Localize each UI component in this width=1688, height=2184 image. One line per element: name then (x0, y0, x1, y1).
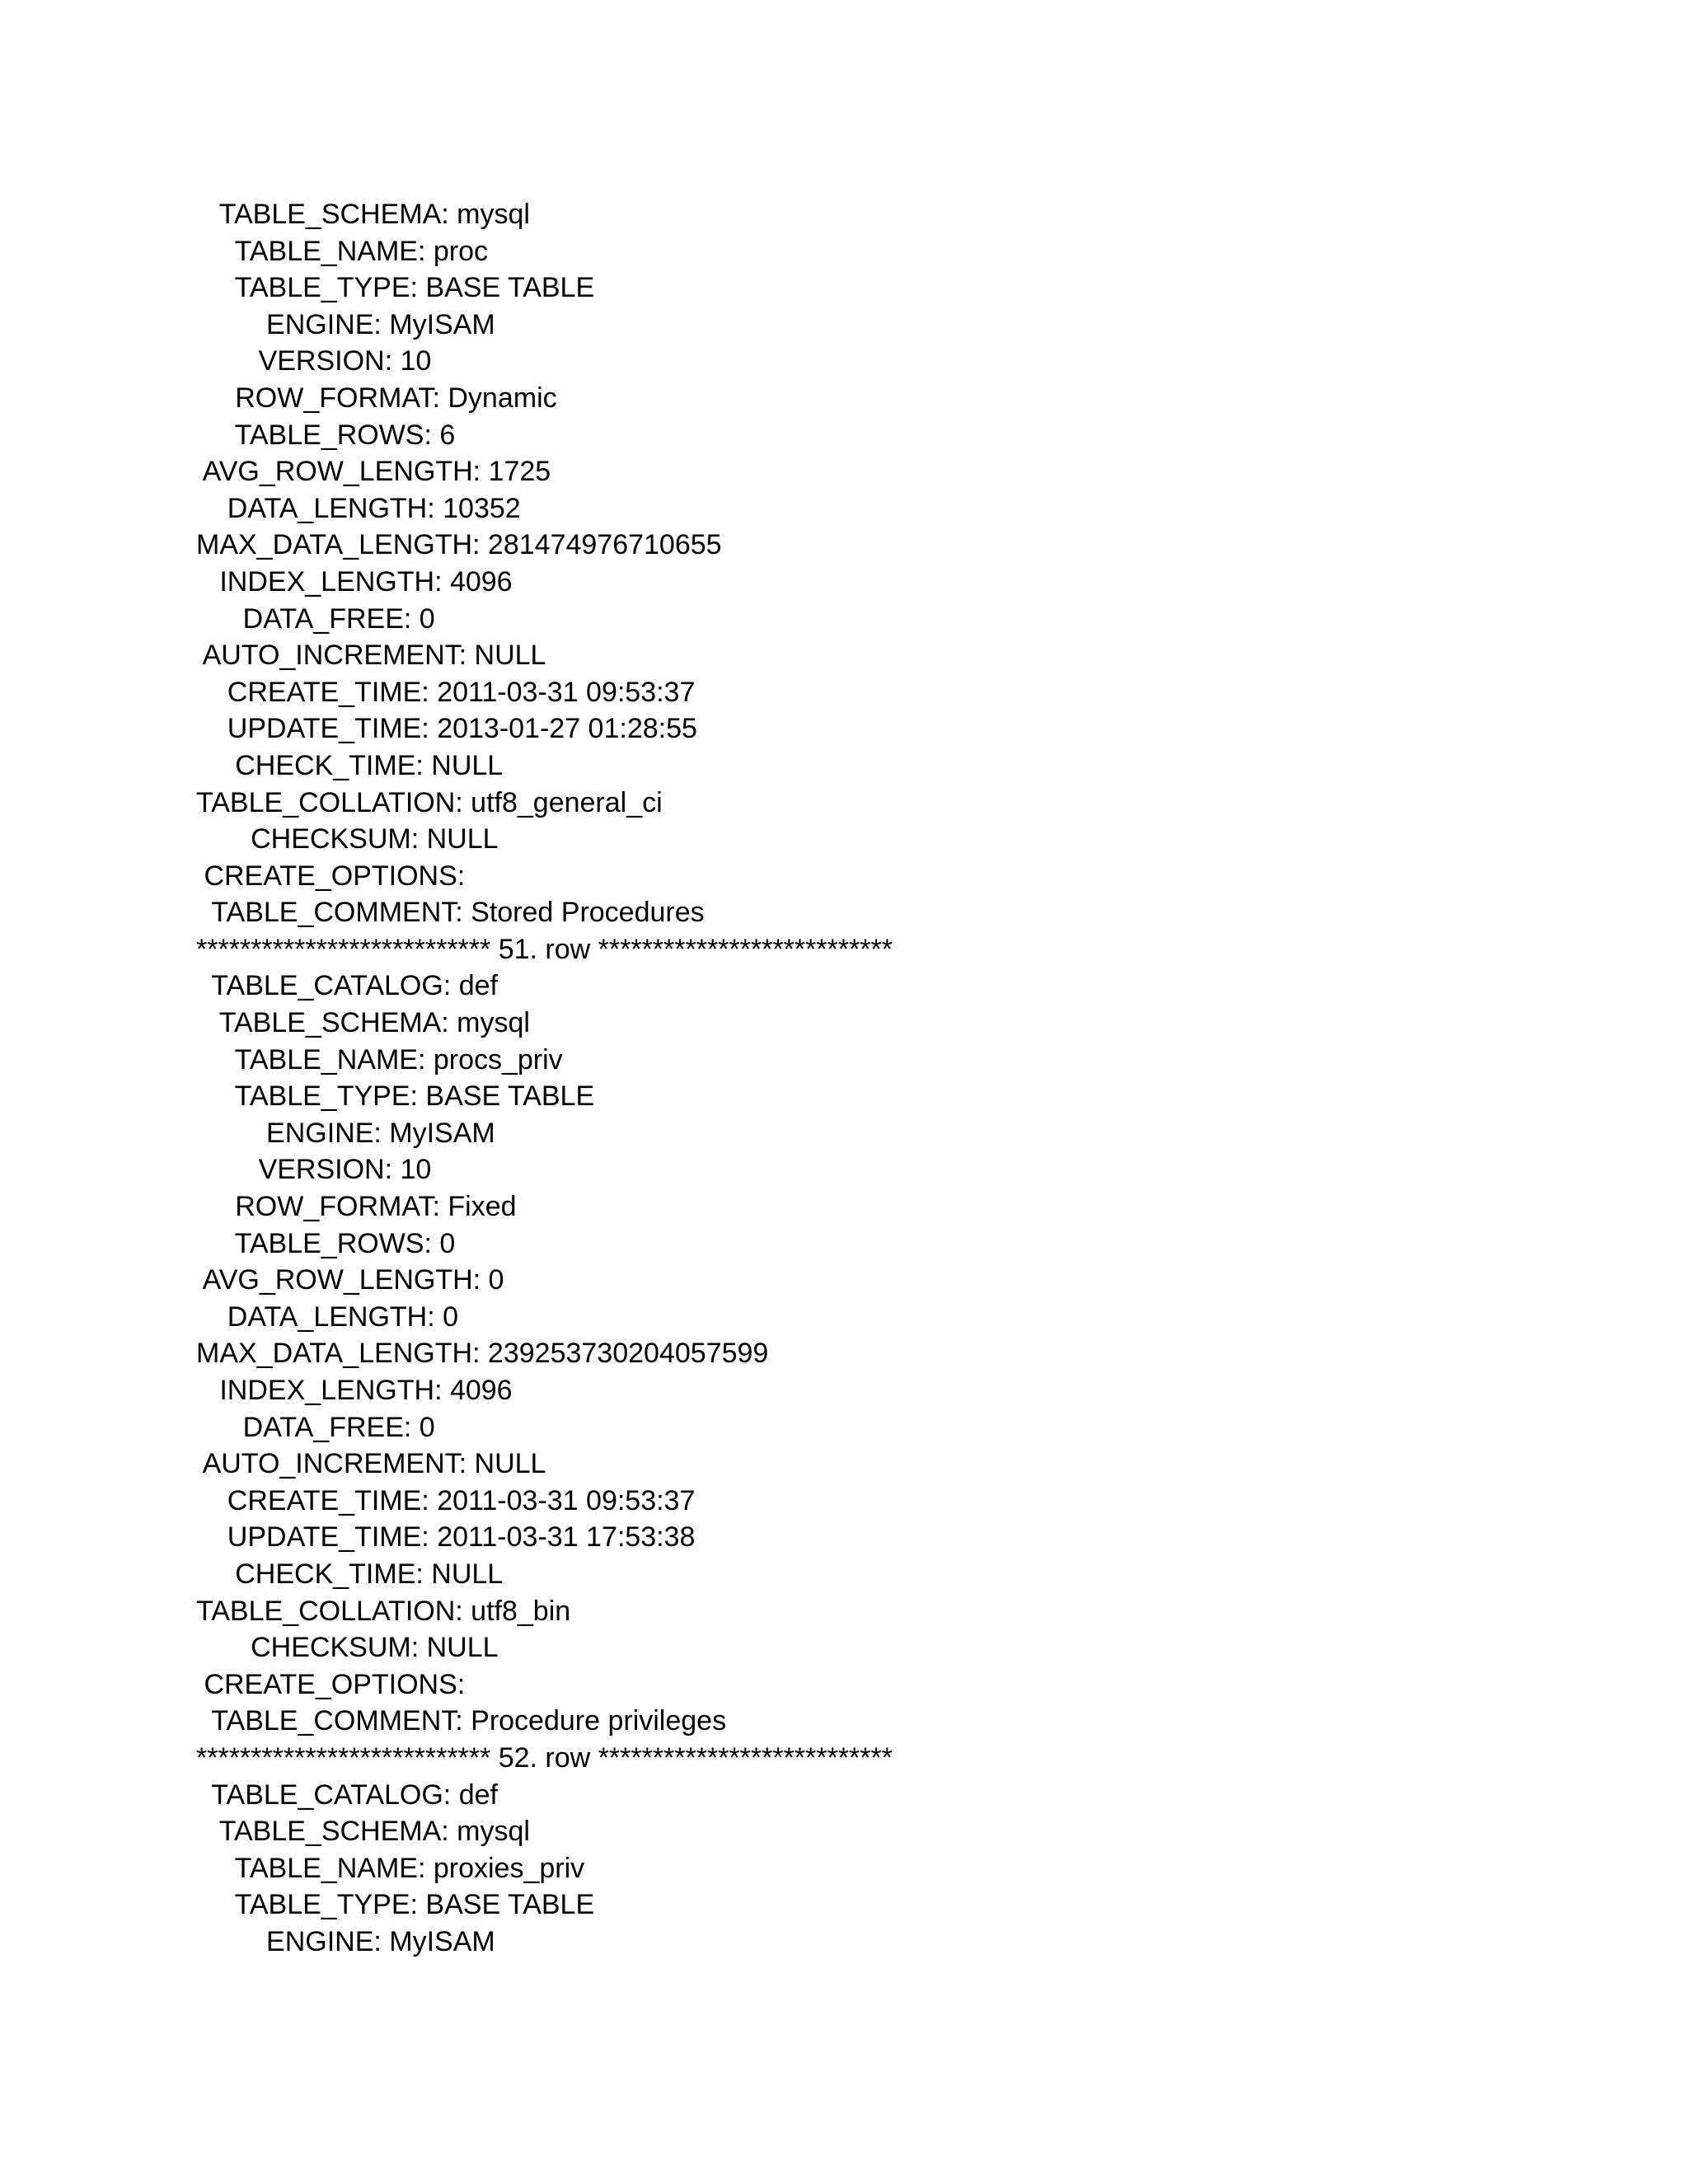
document-line: TABLE_COMMENT: Procedure privileges (196, 1705, 727, 1737)
document-line: MAX_DATA_LENGTH: 281474976710655 (196, 529, 722, 561)
document-line: TABLE_TYPE: BASE TABLE (196, 272, 595, 304)
document-line: AUTO_INCREMENT: NULL (196, 640, 546, 672)
document-line: INDEX_LENGTH: 4096 (196, 1375, 513, 1406)
document-line: AVG_ROW_LENGTH: 0 (196, 1264, 504, 1296)
document-line: TABLE_ROWS: 6 (196, 419, 456, 451)
document-line: CREATE_OPTIONS: (196, 860, 466, 892)
document-line: CREATE_TIME: 2011-03-31 09:53:37 (196, 1484, 696, 1516)
document-line: AVG_ROW_LENGTH: 1725 (196, 456, 551, 488)
document-line: CHECKSUM: NULL (196, 1632, 499, 1664)
document-line: TABLE_NAME: procs_priv (196, 1043, 563, 1076)
document-line: CHECK_TIME: NULL (196, 749, 504, 781)
document-line: ENGINE: MyISAM (196, 1925, 495, 1957)
document-line: TABLE_COLLATION: utf8_general_ci (196, 786, 663, 818)
document-line: TABLE_COMMENT: Stored Procedures (196, 897, 705, 929)
document-line: CREATE_OPTIONS: (196, 1668, 466, 1700)
document-line: TABLE_SCHEMA: mysql (196, 199, 530, 230)
document-line: TABLE_CATALOG: def (196, 1779, 498, 1811)
document-line: *************************** 51. row *************************** (196, 933, 893, 965)
document-line: UPDATE_TIME: 2013-01-27 01:28:55 (196, 713, 697, 745)
document-line: VERSION: 10 (196, 1154, 432, 1186)
document-line: TABLE_ROWS: 0 (196, 1227, 456, 1259)
document-line: TABLE_NAME: proxies_priv (196, 1852, 585, 1884)
document-line: VERSION: 10 (196, 345, 432, 377)
document-line: UPDATE_TIME: 2011-03-31 17:53:38 (196, 1521, 696, 1554)
document-line: TABLE_TYPE: BASE TABLE (196, 1889, 595, 1921)
document-line: ENGINE: MyISAM (196, 308, 495, 340)
document-line: INDEX_LENGTH: 4096 (196, 565, 513, 598)
document-line: AUTO_INCREMENT: NULL (196, 1448, 546, 1480)
document-line: DATA_LENGTH: 10352 (196, 492, 521, 524)
document-line: TABLE_NAME: proc (196, 235, 488, 267)
document-line: ROW_FORMAT: Fixed (196, 1191, 517, 1223)
document-line: TABLE_TYPE: BASE TABLE (196, 1080, 595, 1113)
document-line: DATA_LENGTH: 0 (196, 1301, 459, 1333)
document-line: TABLE_SCHEMA: mysql (196, 1816, 530, 1848)
document-line: DATA_FREE: 0 (196, 602, 435, 635)
document-line: CREATE_TIME: 2011-03-31 09:53:37 (196, 676, 696, 708)
document-line: CHECK_TIME: NULL (196, 1558, 504, 1590)
document-line: TABLE_COLLATION: utf8_bin (196, 1595, 571, 1627)
document-line: MAX_DATA_LENGTH: 239253730204057599 (196, 1338, 769, 1370)
document-line: CHECKSUM: NULL (196, 823, 499, 855)
document-line: DATA_FREE: 0 (196, 1411, 435, 1443)
query-output-text (196, 196, 1597, 1961)
document-line: TABLE_SCHEMA: mysql (196, 1007, 530, 1039)
document-line: ROW_FORMAT: Dynamic (196, 382, 557, 414)
document-line: ENGINE: MyISAM (196, 1117, 495, 1149)
document-line: TABLE_CATALOG: def (196, 970, 498, 1002)
document-line: *************************** 52. row *************************** (196, 1741, 893, 1774)
